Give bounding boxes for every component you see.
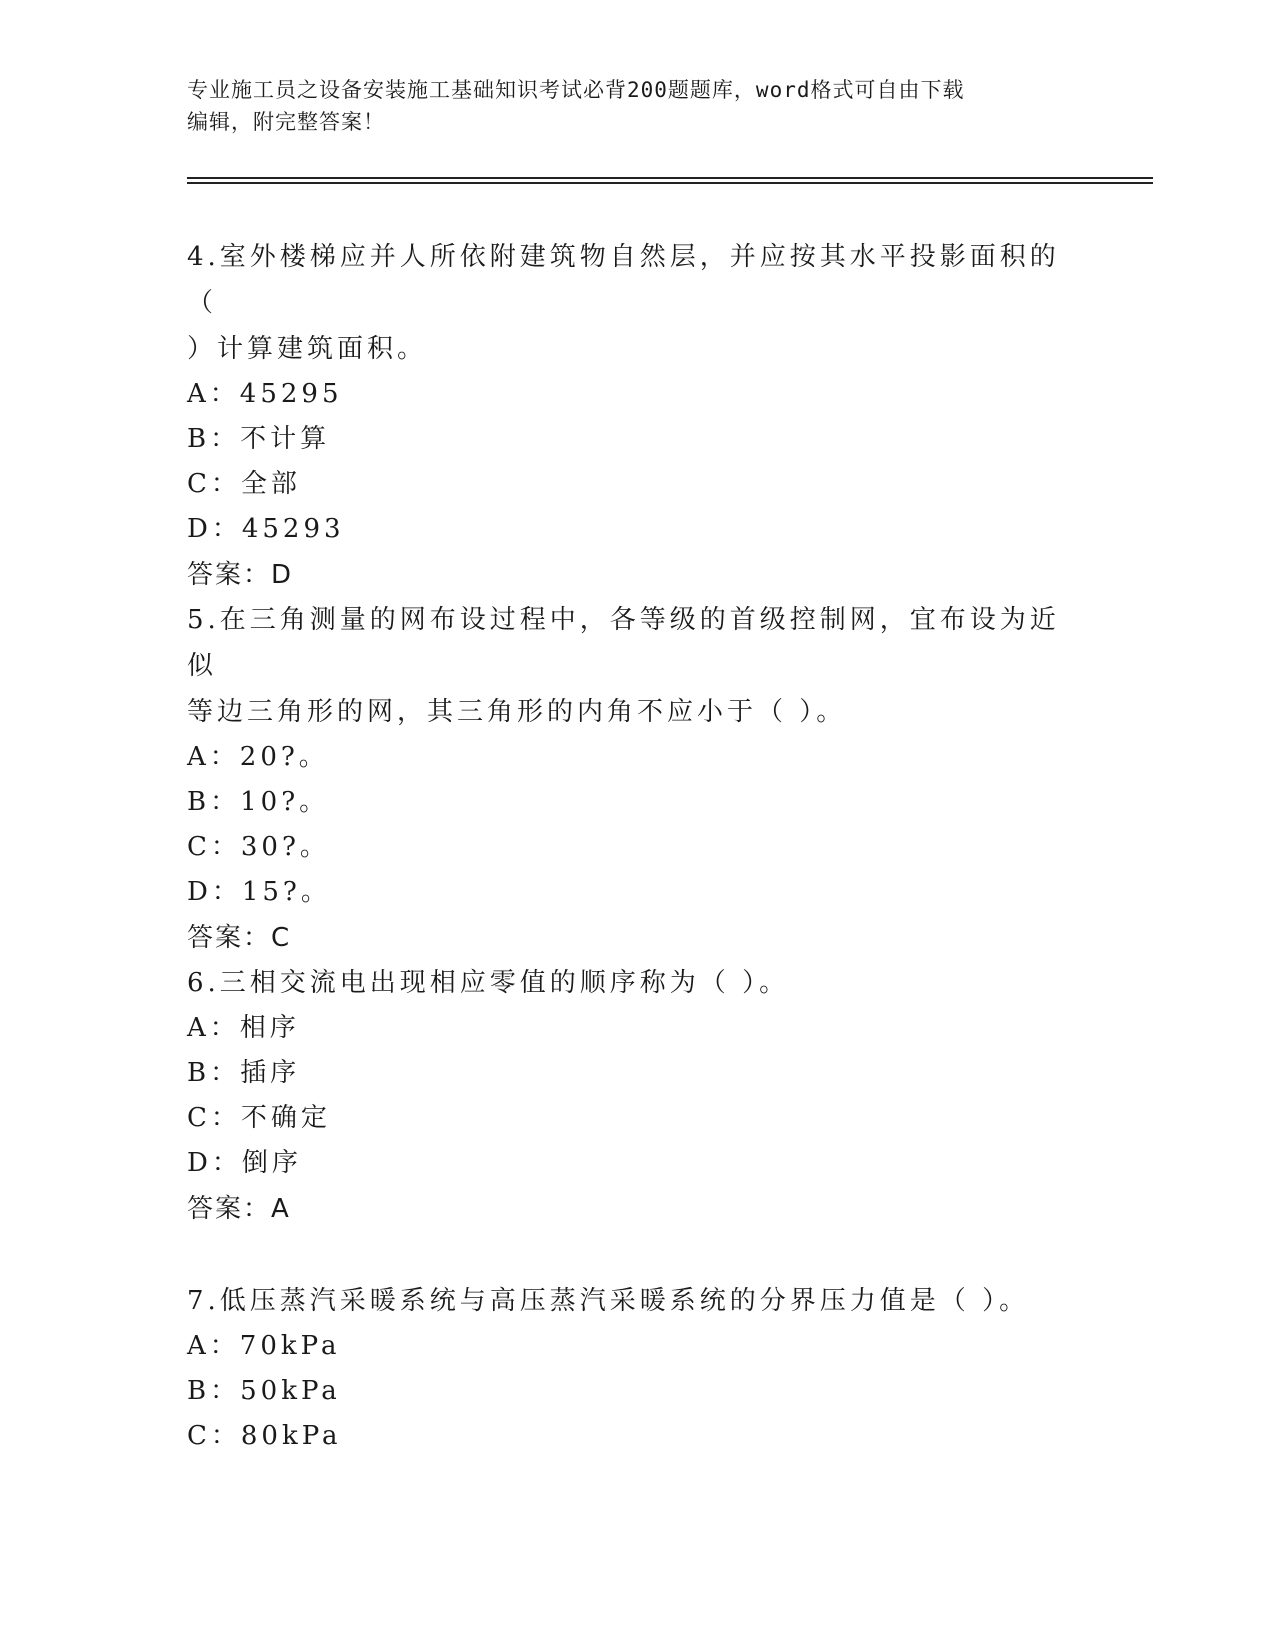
answer-label: 答案：A [187, 1194, 291, 1224]
option-c: C：80kPa [187, 1421, 342, 1451]
option-b: B：50kPa [187, 1376, 341, 1406]
option-c: C：不确定 [187, 1103, 331, 1133]
header-divider-top [187, 177, 1153, 179]
question-6 [187, 960, 1067, 1232]
option-a: A：相序 [187, 1013, 300, 1043]
question-stem-line: 5.在三角测量的网布设过程中，各等级的首级控制网，宜布设为近似 [187, 605, 1060, 681]
header-divider-bottom [187, 182, 1153, 184]
question-stem-line: 4.室外楼梯应并人所依附建筑物自然层，并应按其水平投影面积的（ [187, 242, 1060, 318]
option-b: B：10?。 [187, 787, 330, 817]
question-7 [187, 1278, 1067, 1459]
question-4 [187, 234, 1067, 598]
question-stem-line: 等边三角形的网，其三角形的内角不应小于（ ）。 [187, 697, 847, 727]
question-stem-line: ）计算建筑面积。 [187, 334, 428, 364]
answer-label: 答案：D [187, 560, 294, 590]
question-stem-line: 7.低压蒸汽采暖系统与高压蒸汽采暖系统的分界压力值是（ ）。 [187, 1286, 1030, 1316]
question-stem-line: 6.三相交流电出现相应零值的顺序称为（ ）。 [187, 968, 790, 998]
question-5 [187, 597, 1067, 961]
option-c: C：30?。 [187, 832, 330, 862]
option-a: A：20?。 [187, 742, 329, 772]
document-header [187, 74, 1067, 138]
header-line-2: 编辑，附完整答案！ [187, 110, 385, 134]
header-line-1: 专业施工员之设备安装施工基础知识考试必背200题题库，word格式可自由下载 [187, 78, 965, 102]
option-b: B：插序 [187, 1058, 301, 1088]
option-d: D：15?。 [187, 877, 331, 907]
answer-label: 答案：C [187, 923, 292, 953]
option-b: B：不计算 [187, 424, 331, 454]
option-d: D：倒序 [187, 1148, 302, 1178]
option-d: D：45293 [187, 514, 345, 544]
option-a: A：45295 [187, 379, 343, 409]
option-c: C：全部 [187, 469, 301, 499]
option-a: A：70kPa [187, 1331, 341, 1361]
